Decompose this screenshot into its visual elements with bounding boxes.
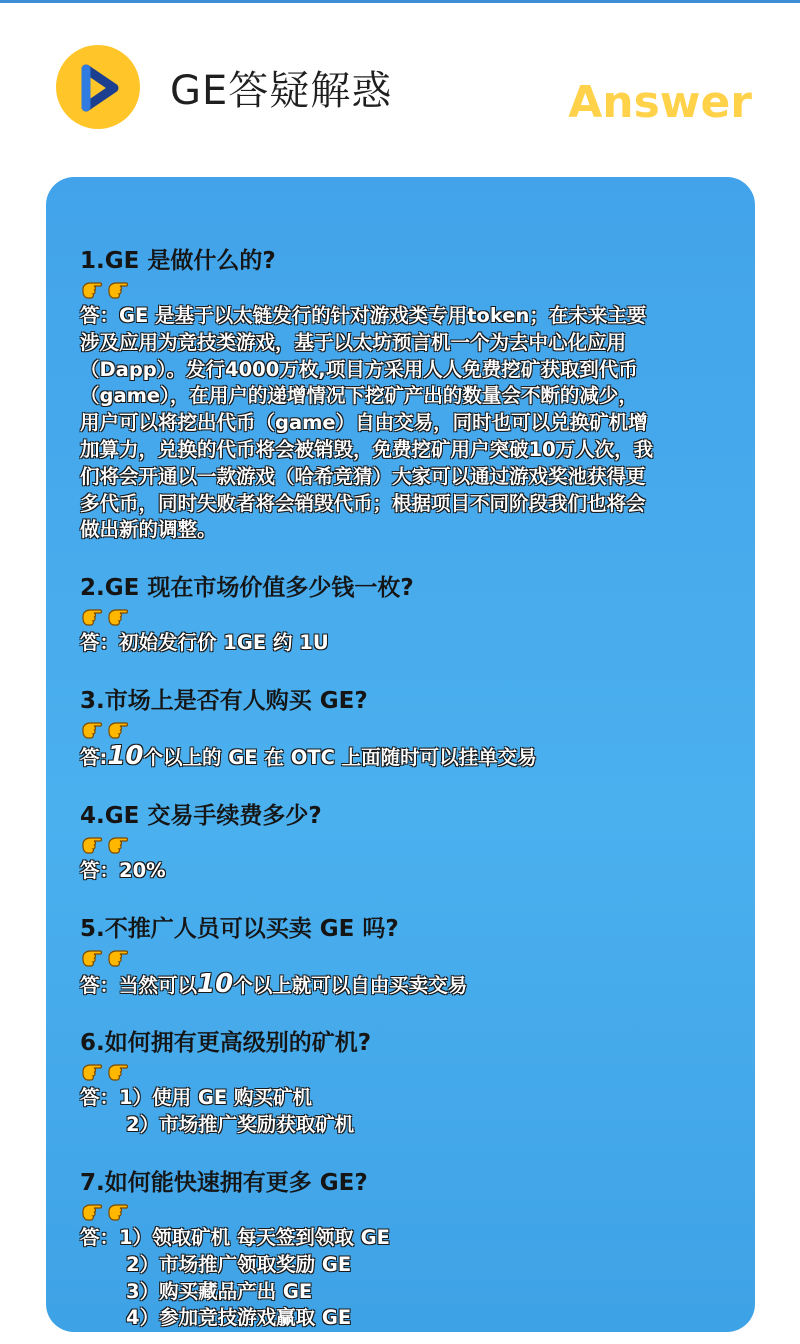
question-7: 7.如何能快速拥有更多 GE? <box>80 1169 368 1196</box>
qa-list <box>80 247 730 1332</box>
qa-item-7 <box>80 1169 730 1332</box>
answer-line: 加算力，兑换的代币将会被销毁，免费挖矿用户突破10万人次，我 <box>80 437 654 461</box>
pointing-hand-icon <box>80 717 104 741</box>
pointing-hand-icon <box>106 604 130 628</box>
pointer-icons <box>80 277 730 303</box>
pointer-icons <box>80 717 730 743</box>
pointing-hand-icon <box>106 945 130 969</box>
qa-card <box>46 177 755 1332</box>
qa-item-4 <box>80 802 730 885</box>
question-2: 2.GE 现在市场价值多少钱一枚? <box>80 575 414 602</box>
answer-line: 涉及应用为竞技类游戏，基于以太坊预言机一个为去中心化应用 <box>80 330 627 354</box>
answer-3 <box>80 740 730 772</box>
answer-suffix: 个以上的 GE 在 OTC 上面随时可以挂单交易 <box>143 745 537 769</box>
answer-number: 10 <box>197 968 234 999</box>
answer-line: （game），在用户的递增情况下挖矿产出的数量会不断的减少， <box>80 384 638 408</box>
answer-suffix: 个以上就可以自由买卖交易 <box>233 973 468 997</box>
app-logo <box>56 45 140 129</box>
pointing-hand-icon <box>80 945 104 969</box>
pointer-icons <box>80 1059 730 1085</box>
pointing-hand-icon <box>106 1059 130 1083</box>
pointer-icons <box>80 1199 730 1225</box>
play-icon <box>56 45 140 129</box>
qa-item-3 <box>80 687 730 772</box>
pointing-hand-icon <box>80 832 104 856</box>
question-4: 4.GE 交易手续费多少? <box>80 802 322 829</box>
answer-line: （Dapp）。发行4000万枚,项目方采用人人免费挖矿获取到代币 <box>80 357 638 381</box>
pointer-icons <box>80 945 730 971</box>
pointing-hand-icon <box>106 277 130 301</box>
pointer-icons <box>80 604 730 630</box>
answer-line: 3）购买藏品产出 GE <box>126 1279 313 1303</box>
pointing-hand-icon <box>80 604 104 628</box>
pointing-hand-icon <box>106 832 130 856</box>
answer-line: 答：GE 是基于以太链发行的针对游戏类专用token；在未来主要 <box>80 304 647 327</box>
qa-item-2 <box>80 574 730 657</box>
question-3: 3.市场上是否有人购买 GE? <box>80 687 368 714</box>
answer-line: 答：1）领取矿机 每天签到领取 GE <box>80 1225 390 1249</box>
answer-line: 用户可以将挖出代币（game）自由交易，同时也可以兑换矿机增 <box>80 411 648 435</box>
answer-line: 做出新的调整。 <box>80 518 217 542</box>
answer-4: 答：20% <box>80 858 166 882</box>
answer-line: 4）参加竞技游戏赢取 GE <box>126 1306 352 1330</box>
answer-line: 们将会开通以一款游戏（哈希竞猜）大家可以通过游戏奖池获得更 <box>80 464 646 488</box>
pointing-hand-icon <box>106 717 130 741</box>
pointing-hand-icon <box>106 1199 130 1223</box>
answer-prefix: 答: <box>80 745 108 769</box>
question-6: 6.如何拥有更高级别的矿机? <box>80 1030 372 1057</box>
qa-item-1 <box>80 247 730 544</box>
answer-number: 10 <box>107 740 144 771</box>
answer-label: Answer <box>568 77 752 128</box>
pointing-hand-icon <box>80 1199 104 1223</box>
qa-item-6 <box>80 1029 730 1139</box>
question-1: 1.GE 是做什么的? <box>80 248 276 274</box>
answer-line: 2）市场推广领取奖励 GE <box>126 1252 352 1276</box>
answer-5 <box>80 968 730 1000</box>
pointer-icons <box>80 832 730 858</box>
answer-1 <box>80 303 730 544</box>
answer-7 <box>80 1225 730 1332</box>
pointing-hand-icon <box>80 277 104 301</box>
answer-prefix: 答：当然可以 <box>80 973 198 997</box>
answer-line: 2）市场推广奖励获取矿机 <box>126 1113 355 1137</box>
question-5: 5.不推广人员可以买卖 GE 吗? <box>80 915 399 942</box>
answer-line: 多代币，同时失败者将会销毁代币；根据项目不同阶段我们也将会 <box>80 491 646 515</box>
answer-2: 答：初始发行价 1GE 约 1U <box>80 631 329 655</box>
pointing-hand-icon <box>80 1059 104 1083</box>
page-title: GE答疑解惑 <box>170 68 393 114</box>
qa-item-5 <box>80 915 730 1000</box>
answer-line: 答：1）使用 GE 购买矿机 <box>80 1086 312 1110</box>
answer-6 <box>80 1085 730 1139</box>
